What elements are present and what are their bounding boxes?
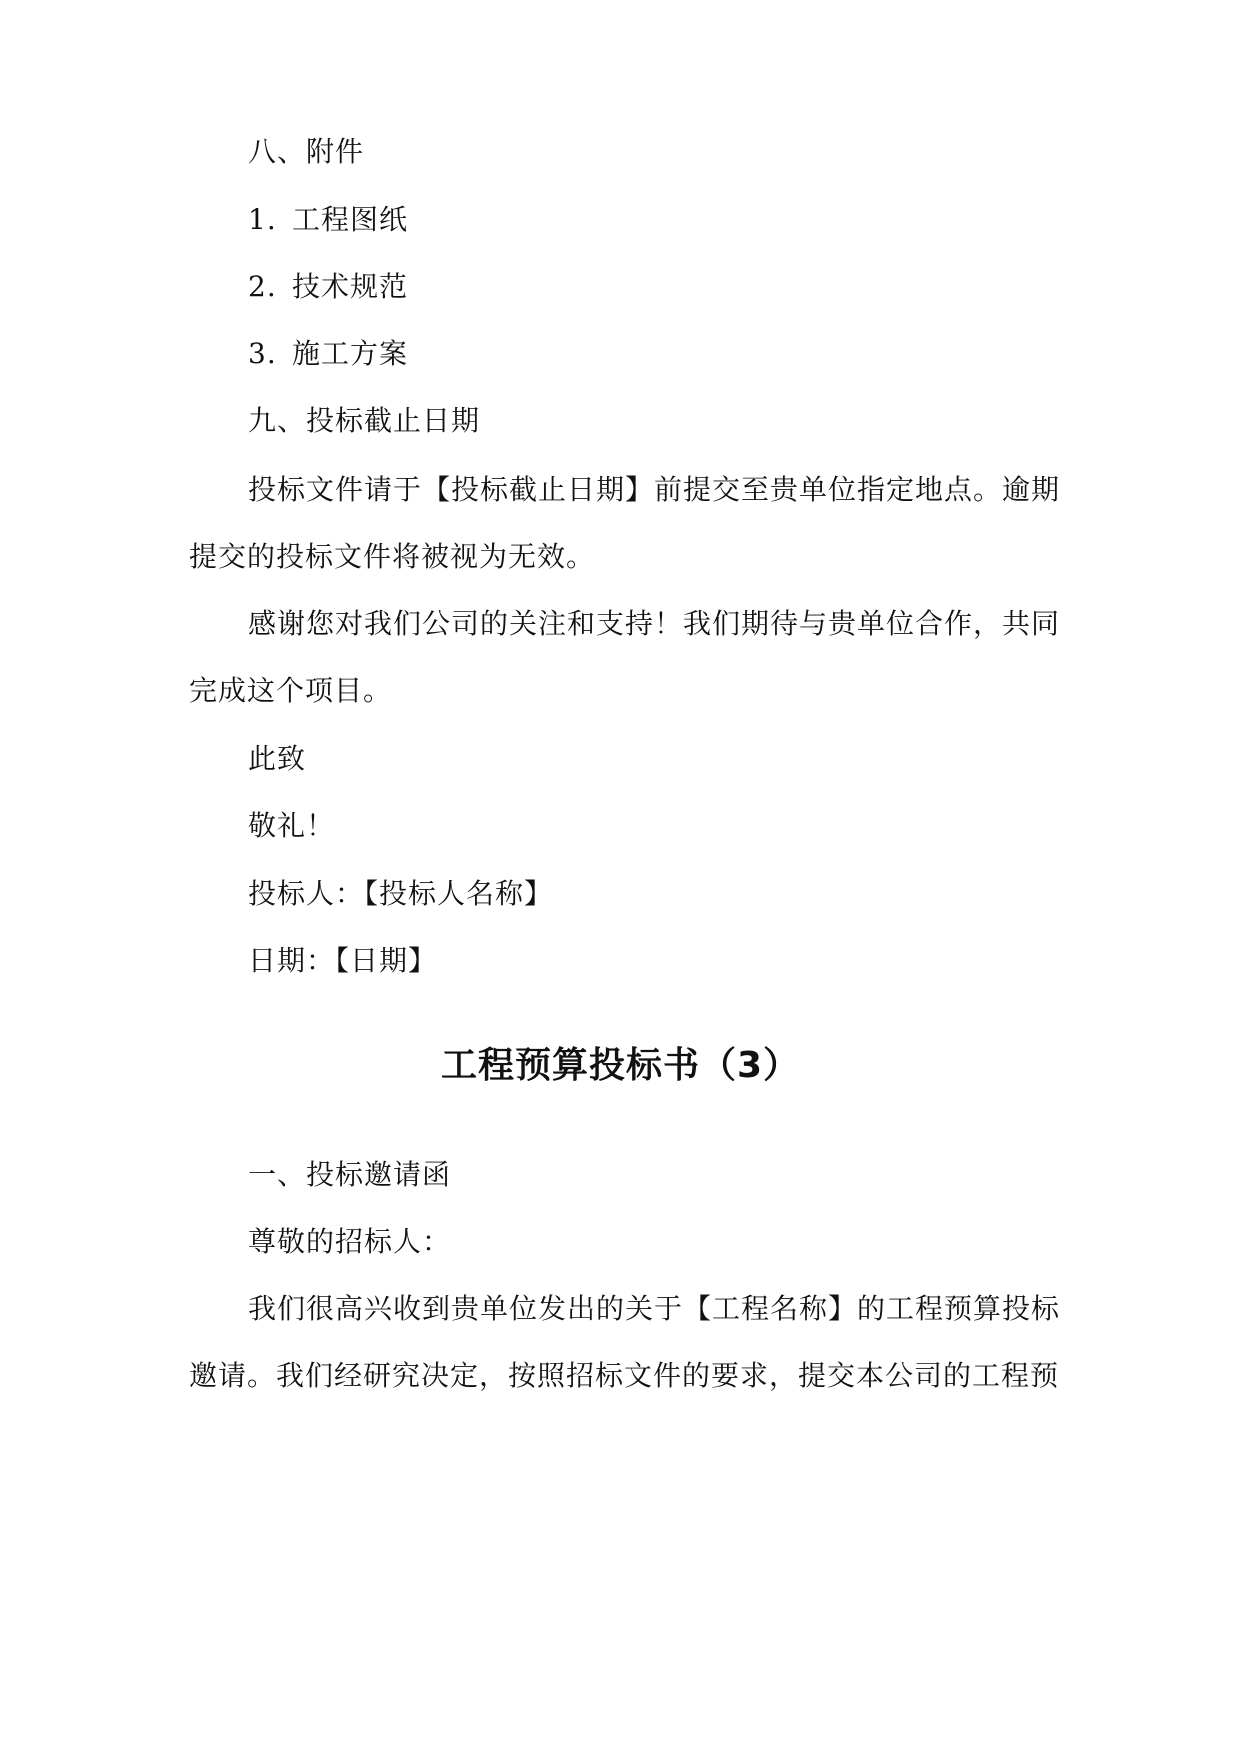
document-title: 工程预算投标书（3） xyxy=(440,1045,801,1086)
list-item-number: 2. xyxy=(248,270,277,303)
closing-line: 此致 xyxy=(248,742,307,775)
paragraph-line: 提交的投标文件将被视为无效。 xyxy=(189,540,596,573)
section-heading-invitation: 一、投标邀请函 xyxy=(248,1158,452,1191)
list-item-text: 技术规范 xyxy=(292,270,409,303)
bidder-line: 投标人：【投标人名称】 xyxy=(248,877,554,910)
list-item-number: 1. xyxy=(248,203,277,236)
paragraph-line: 我们很高兴收到贵单位发出的关于【工程名称】的工程预算投标 xyxy=(248,1292,1061,1325)
date-line: 日期：【日期】 xyxy=(248,944,438,977)
paragraph-line: 邀请。我们经研究决定，按照招标文件的要求，提交本公司的工程预 xyxy=(189,1359,1060,1392)
paragraph-line: 投标文件请于【投标截止日期】前提交至贵单位指定地点。逾期 xyxy=(248,473,1061,506)
list-item xyxy=(248,267,408,307)
section-heading-attachments: 八、附件 xyxy=(248,135,365,168)
paragraph-line: 完成这个项目。 xyxy=(189,674,393,707)
paragraph-line: 感谢您对我们公司的关注和支持！我们期待与贵单位合作，共同 xyxy=(248,607,1061,640)
list-item xyxy=(248,334,408,374)
closing-line: 敬礼！ xyxy=(248,809,336,842)
list-item-text: 工程图纸 xyxy=(292,203,409,236)
list-item xyxy=(248,200,408,240)
section-heading-deadline: 九、投标截止日期 xyxy=(248,404,481,437)
salutation: 尊敬的招标人： xyxy=(248,1225,452,1258)
list-item-number: 3. xyxy=(248,337,277,370)
list-item-text: 施工方案 xyxy=(292,337,409,370)
